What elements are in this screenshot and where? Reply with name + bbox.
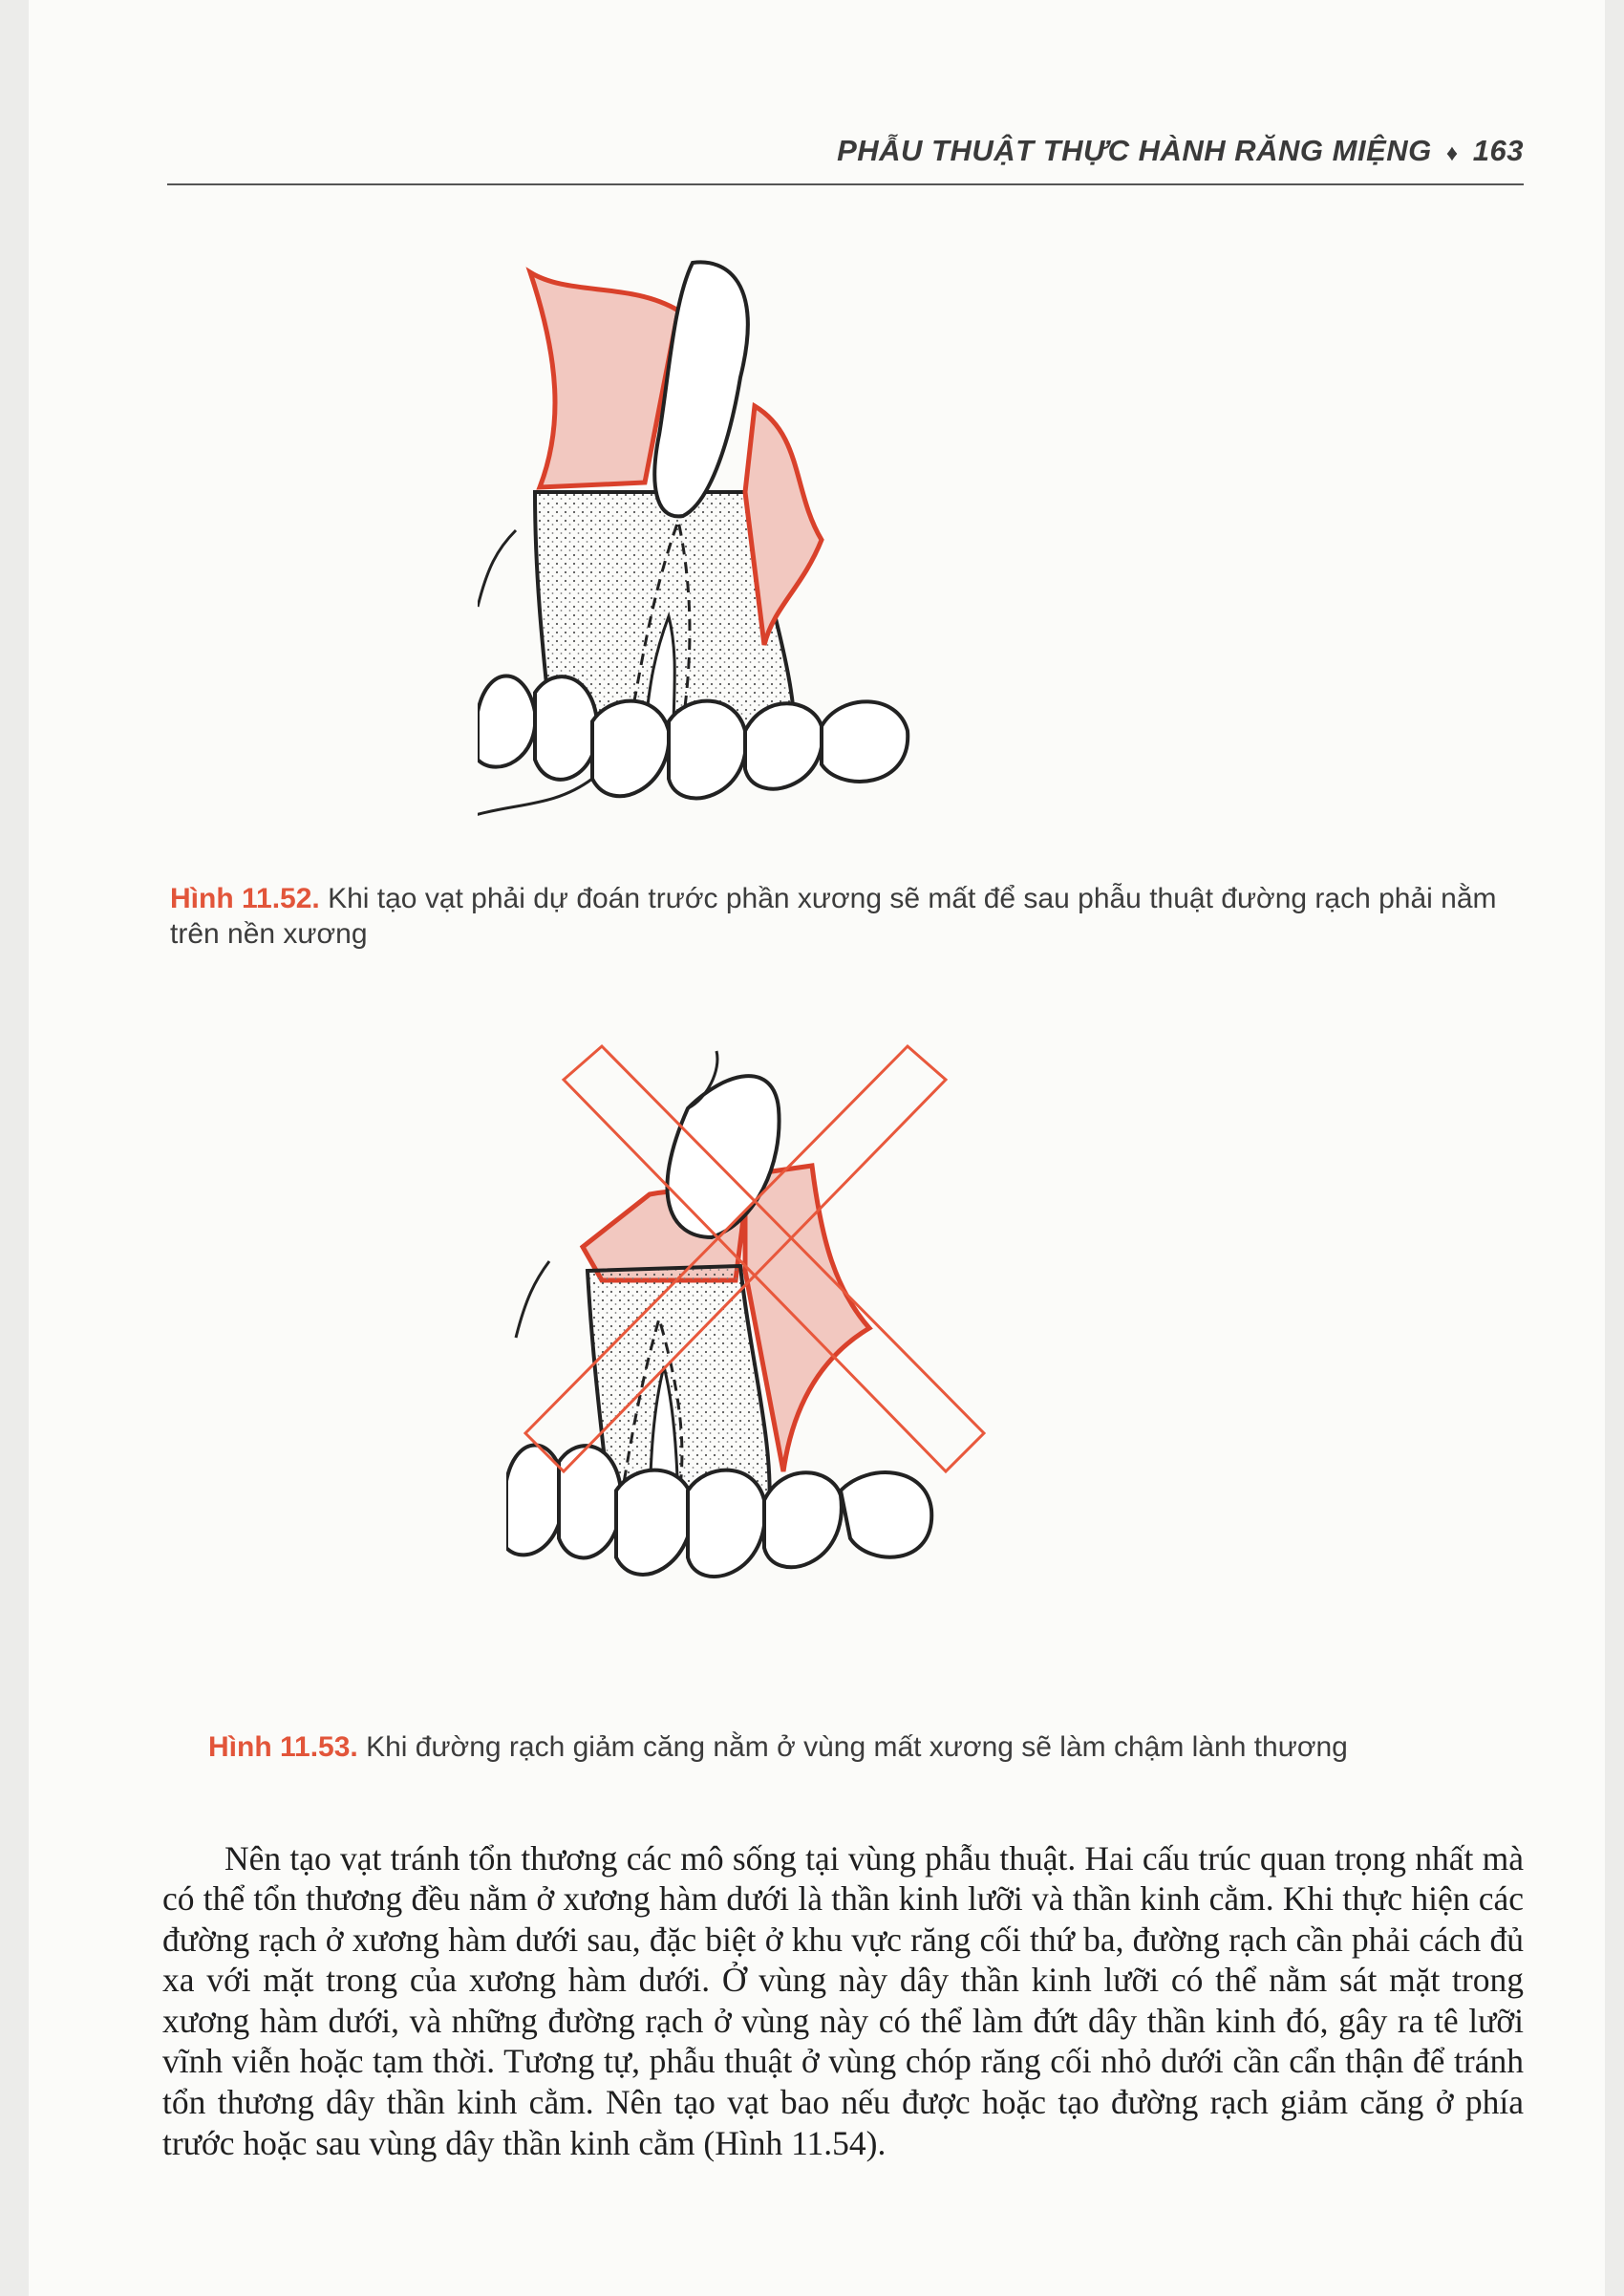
body-paragraph: Nên tạo vạt tránh tổn thương các mô sống tại vùng phẫu thuật. Hai cấu trúc quan trọng nhất mà có thể tổn thương đều nằm ở xương hàm dưới là thần kinh lưỡi và thần kinh cằm. Khi thực hiện các đường rạch ở xương hàm dưới sau, đặc biệt ở khu vực răng cối thứ ba, đường rạch cần phải cách đủ xa với mặt trong của xương hàm dưới. Ở vùng này dây thần kinh lưỡi có thể nằm sát mặt trong xương hàm dưới, và những đường rạch ở vùng này có thể làm đứt dây thần kinh đó, gây ra tê lưỡi vĩnh viễn hoặc tạm thời. Tương tự, phẫu thuật ở vùng chóp răng cối nhỏ dưới cần cẩn thận để tránh tổn thương dây thần kinh cằm. Nên tạo vạt bao nếu được hoặc tạo đường rạch giảm căng ở phía trước hoặc sau vùng dây thần kinh cằm (Hình 11.54). bbox=[162, 1838, 1524, 2162]
figure-11-53-illustration bbox=[506, 1032, 1318, 1701]
figure-label: Hình 11.52. bbox=[170, 883, 320, 914]
caption-text: Khi đường rạch giảm căng nằm ở vùng mất xương sẽ làm chậm lành thương bbox=[366, 1731, 1348, 1763]
page-number: 163 bbox=[1472, 134, 1524, 167]
figure-label: Hình 11.53. bbox=[208, 1731, 358, 1763]
figure-11-52-illustration bbox=[478, 244, 1280, 855]
running-title: PHẪU THUẬT THỰC HÀNH RĂNG MIỆNG bbox=[837, 134, 1432, 167]
caption-text: Khi tạo vạt phải dự đoán trước phần xương sẽ mất để sau phẫu thuật đường rạch phải nằm trên nền xương bbox=[170, 883, 1497, 950]
instrument bbox=[654, 262, 747, 516]
book-page bbox=[29, 0, 1605, 2296]
header-rule bbox=[167, 183, 1524, 185]
diamond-icon: ♦ bbox=[1445, 140, 1459, 166]
figure-11-52-caption bbox=[170, 881, 1525, 952]
figure-11-53-caption bbox=[208, 1729, 1536, 1765]
running-head bbox=[29, 134, 1524, 168]
